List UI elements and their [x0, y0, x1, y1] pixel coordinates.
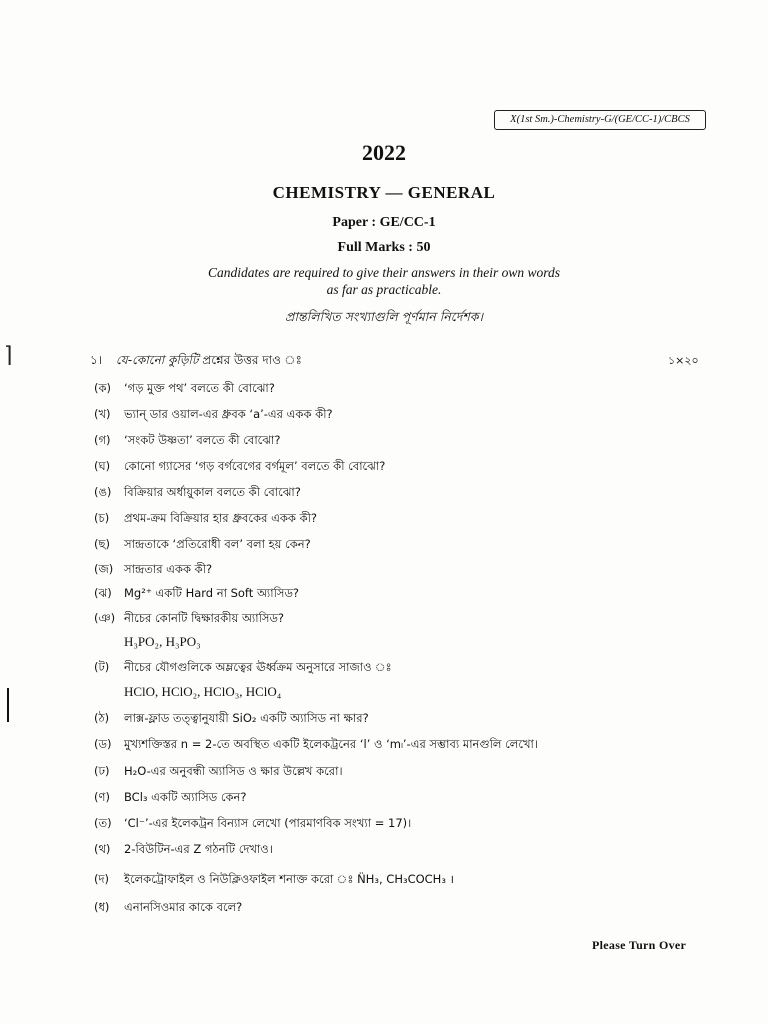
item-label: (ঞ): [94, 611, 116, 625]
item-label: (ট): [94, 660, 110, 674]
full-marks: Full Marks : 50: [337, 240, 431, 255]
exam-year: 2022: [362, 140, 406, 165]
question-item: [94, 710, 369, 729]
item-label: (ধ): [94, 900, 110, 914]
item-text: প্রথম-ক্রম বিক্রিয়ার হার ধ্রুবকের একক কী?: [124, 511, 318, 525]
question-item: [94, 585, 299, 604]
item-text: BCl₃ একটি অ্যাসিড কেন?: [124, 790, 247, 804]
instructions: [0, 264, 768, 298]
item-label: (থ): [94, 842, 111, 856]
formula-list-j: H₃PO₂, H₃PO₃: [124, 634, 201, 649]
item-text: বিক্রিয়ার অর্ধায়ুকাল বলতে কী বোঝো?: [124, 485, 301, 499]
subject-title: CHEMISTRY — GENERAL: [272, 183, 496, 202]
paper-number: Paper : GE/CC-1: [332, 215, 436, 230]
item-label: (গ): [94, 433, 111, 447]
margin-bracket-mark: ⌉: [4, 343, 13, 368]
paper-code: X(1st Sm.)-Chemistry-G/(GE/CC-1)/CBCS: [494, 110, 706, 130]
item-label: (চ): [94, 511, 110, 525]
question-item: [94, 561, 212, 580]
item-label: (ছ): [94, 537, 110, 551]
item-text: লাক্স-ফ্লাড তত্ত্বানুযায়ী SiO₂ একটি অ্যাসিড না ক্ষার?: [124, 711, 369, 725]
item-text: ‘গড় মুক্ত পথ’ বলতে কী বোঝো?: [124, 381, 275, 395]
item-text: কোনো গ্যাসের ‘গড় বর্গবেগের বর্গমূল’ বলতে কী বোঝো?: [124, 459, 386, 473]
margin-note: প্রান্তলিখিত সংখ্যাগুলি পূর্ণমান নির্দেশক।: [285, 309, 483, 324]
question-heading: [90, 352, 302, 372]
question-item: [94, 789, 247, 808]
item-text: ইলেকট্রোফাইল ও নিউক্লিওফাইল শনাক্ত করো ঃ N̈H₃, CH₃COCH₃ ।: [124, 872, 454, 886]
question-item: [94, 899, 242, 918]
question-item: [94, 815, 411, 834]
question-item: [94, 536, 311, 555]
item-label: (ঘ): [94, 459, 111, 473]
item-label: (ণ): [94, 790, 110, 804]
question-item: [94, 380, 275, 399]
item-text: মুখ্যশক্তিস্তর n = 2-তে অবস্থিত একটি ইলেকট্রনের ‘l’ ও ‘mₗ’-এর সম্ভাব্য মানগুলি লেখো।: [124, 737, 538, 751]
instruction-line-1: Candidates are required to give their answers in their own words: [208, 265, 560, 280]
item-label: (ত): [94, 816, 112, 830]
item-text: ‘Cl⁻’-এর ইলেকট্রন বিন্যাস লেখো (পারমাণবিক সংখ্যা = 17)।: [124, 816, 412, 830]
formula-list-t: HClO, HClO₂, HClO₃, HClO₄: [124, 684, 282, 699]
item-label: (জ): [94, 562, 114, 576]
item-label: (ঢ): [94, 764, 110, 778]
question-item: [94, 406, 333, 425]
item-label: (ঙ): [94, 485, 112, 499]
item-label: (ড): [94, 737, 112, 751]
item-text: Mg²⁺ একটি Hard না Soft অ্যাসিড?: [124, 586, 300, 600]
item-text: H₂O-এর অনুবন্ধী অ্যাসিড ও ক্ষার উল্লেখ করো।: [124, 764, 343, 778]
item-label: (ক): [94, 381, 112, 395]
question-item: [94, 510, 317, 529]
item-text: সান্দ্রতাকে ‘প্রতিরোধী বল’ বলা হয় কেন?: [124, 537, 311, 551]
question-item: [94, 763, 343, 782]
question-marks: ১×২০: [668, 354, 699, 367]
question-item: [94, 484, 301, 503]
margin-bar-mark: [7, 688, 9, 722]
item-text: নীচের কোনটি দ্বিক্ষারকীয় অ্যাসিড?: [124, 611, 285, 625]
question-item: [94, 458, 385, 477]
page-footer: Please Turn Over: [592, 938, 687, 952]
instruction-line-2: as far as practicable.: [326, 282, 442, 297]
question-item: [94, 841, 273, 860]
item-label: (ঝ): [94, 586, 112, 600]
question-number: ১।: [90, 353, 103, 367]
item-label: (ঠ): [94, 711, 110, 725]
item-text: নীচের যৌগগুলিকে অম্লত্বের ঊর্ধ্বক্রম অনুসারে সাজাও ঃ: [124, 660, 392, 674]
question-item: [94, 871, 454, 890]
question-item: [94, 659, 392, 678]
item-text: এনানসিওমার কাকে বলে?: [124, 900, 243, 914]
item-text: ‘সংকট উষ্ণতা’ বলতে কী বোঝো?: [124, 433, 281, 447]
question-item: [94, 736, 538, 755]
question-item: [94, 610, 284, 629]
question-item: [94, 432, 280, 451]
item-label: (খ): [94, 407, 111, 421]
item-text: ভ্যান্ ডার ওয়াল-এর ধ্রুবক ‘a’-এর একক কী?: [124, 407, 333, 421]
item-text: সান্দ্রতার একক কী?: [124, 562, 213, 576]
item-label: (দ): [94, 872, 110, 886]
question-instruction: যে-কোনো কুড়িটি: [115, 353, 199, 367]
question-instruction-rest: প্রশ্নের উত্তর দাও ঃ: [202, 353, 302, 367]
item-text: 2-বিউটিন-এর Z গঠনটি দেখাও।: [124, 842, 273, 856]
